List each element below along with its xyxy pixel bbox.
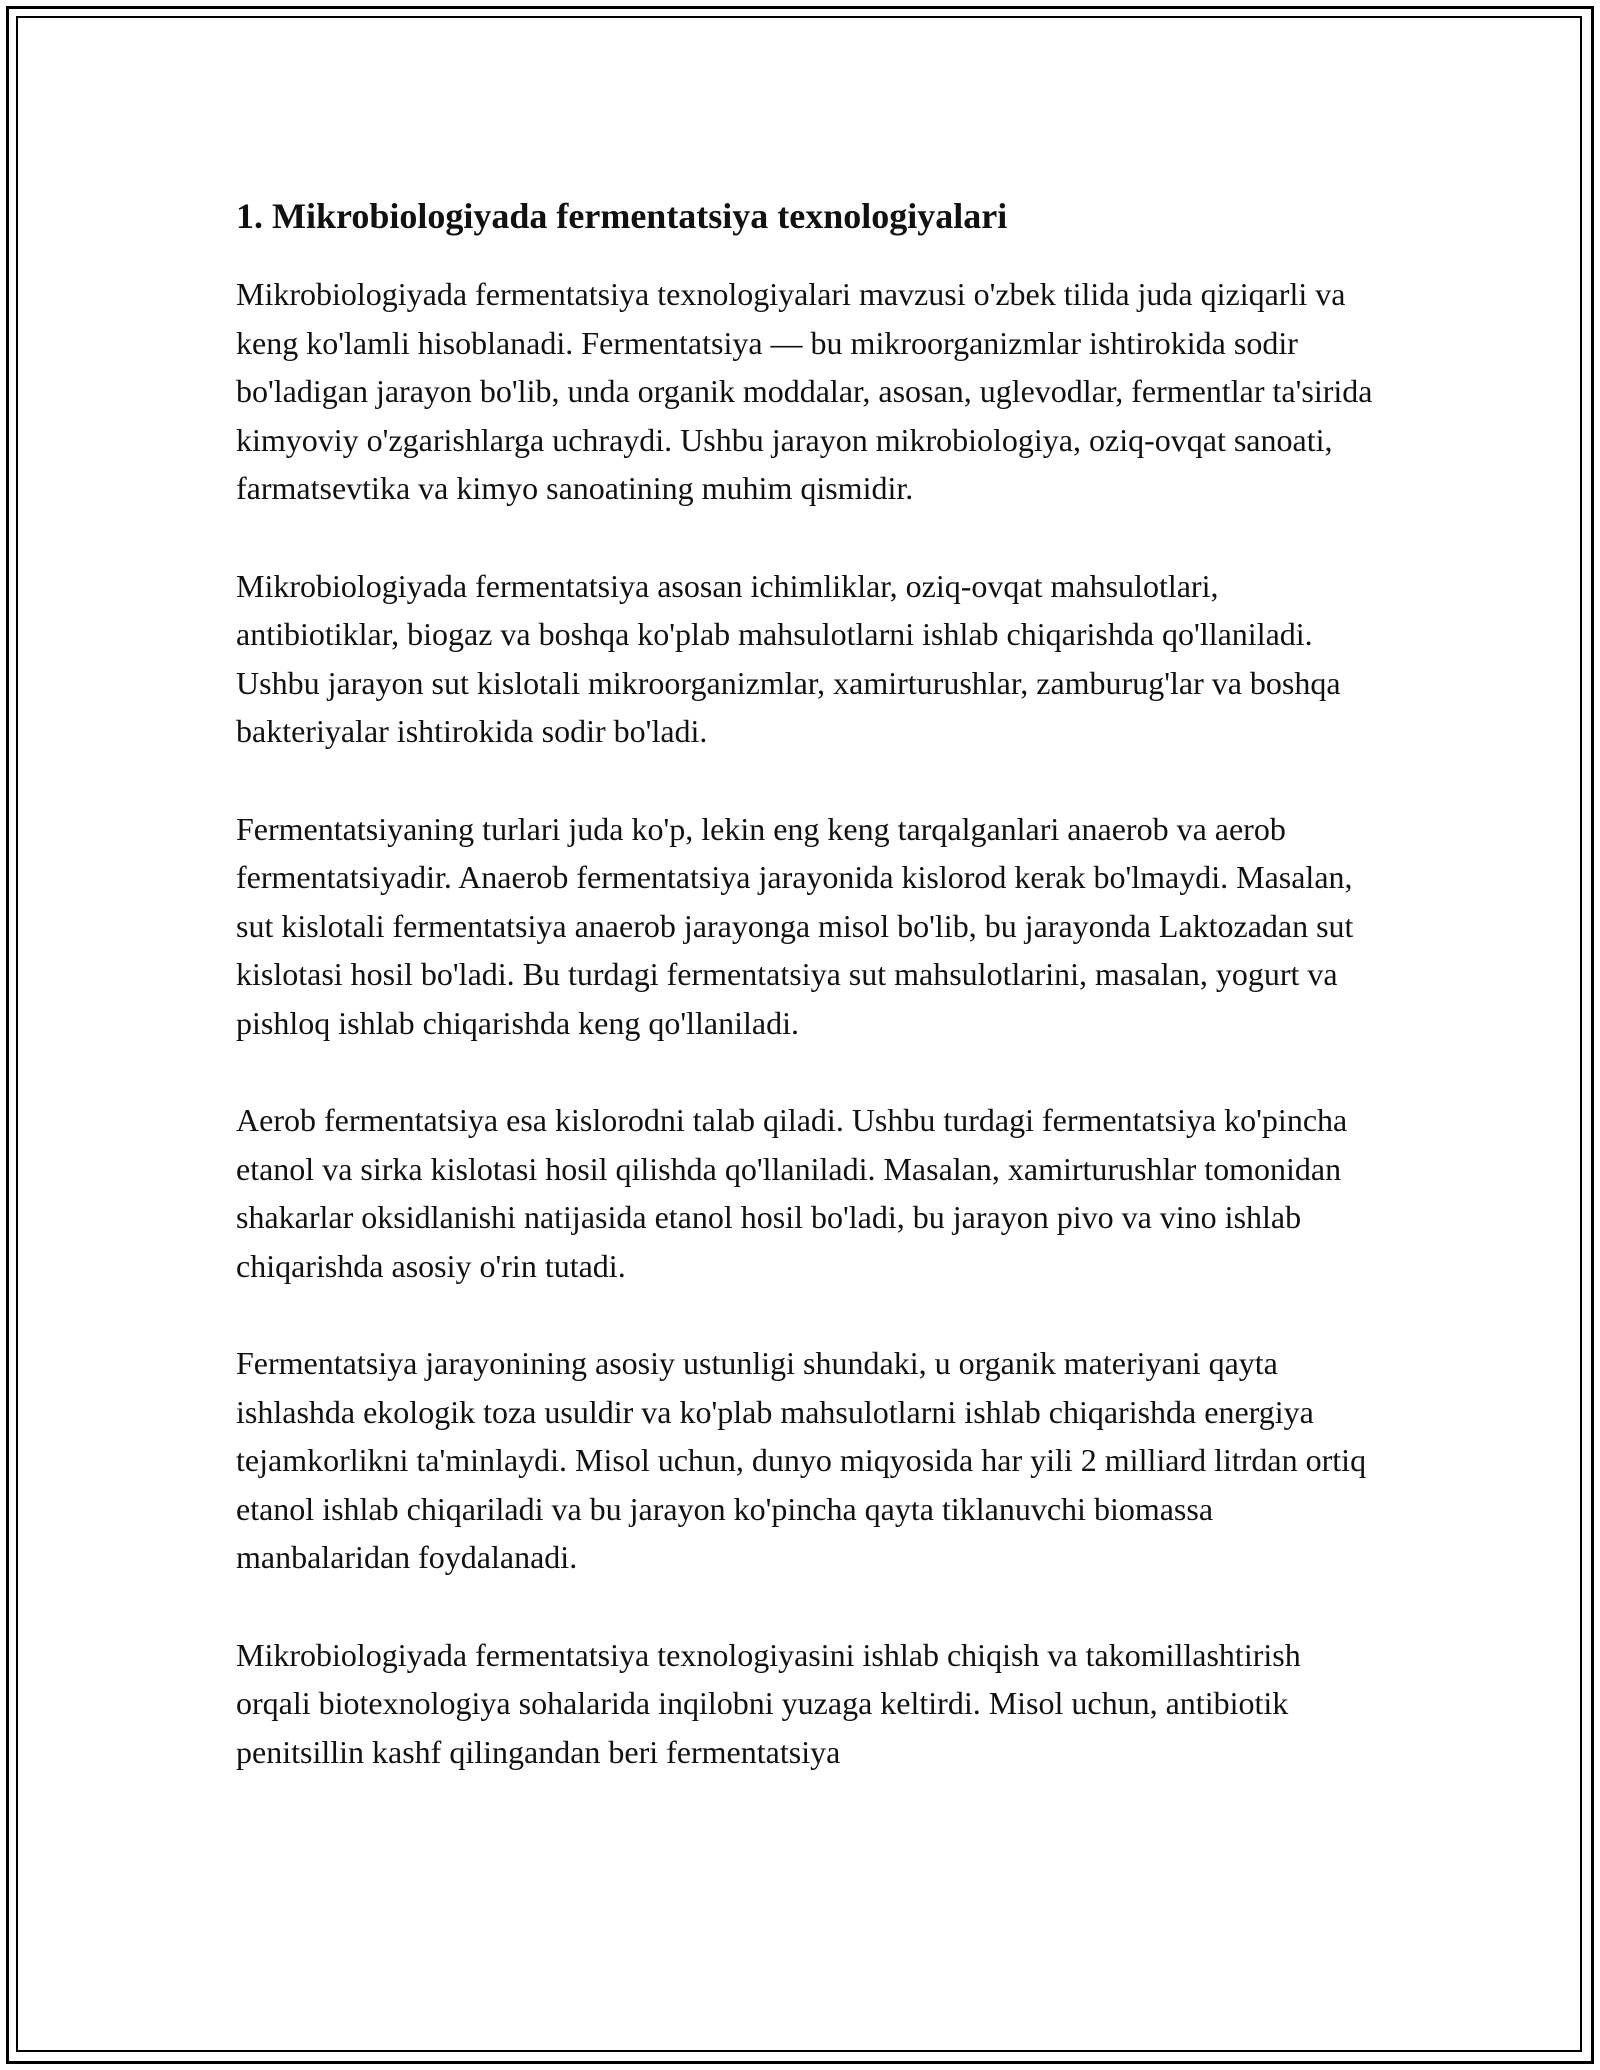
document-body: [236, 180, 1376, 1825]
paragraph-3: Fermentatsiyaning turlari juda ko'p, lekin eng keng tarqalganlari anaerob va aerob fermentatsiyadir. Anaerob fermentatsiya jarayonida kislorod kerak bo'lmaydi. Masalan, sut kislotali fermentatsiya anaerob jarayonga misol bo'lib, bu jarayonda Laktozadan sut kislotasi hosil bo'ladi. Bu turdagi fermentatsiya sut mahsulotlarini, masalan, yogurt va pishloq ishlab chiqarishda keng qo'llaniladi.: [236, 810, 1354, 1041]
paragraph-6: Mikrobiologiyada fermentatsiya texnologiyasini ishlab chiqish va takomillashtirish orqali biotexnologiya sohalarida inqilobni yuzaga keltirdi. Misol uchun, antibiotik penitsillin kashf qilingandan beri fermentatsiya: [236, 1636, 1301, 1770]
section-heading: 1. Mikrobiologiyada fermentatsiya texnologiyalari: [236, 196, 1008, 236]
paragraph-2: Mikrobiologiyada fermentatsiya asosan ichimliklar, oziq-ovqat mahsulotlari, antibiotiklar, biogaz va boshqa ko'plab mahsulotlarni ishlab chiqarishda qo'llaniladi. Ushbu jarayon sut kislotali mikroorganizmlar, xamirturushlar, zamburug'lar va boshqa bakteriyalar ishtirokida sodir bo'ladi.: [236, 567, 1341, 749]
paragraph-5: Fermentatsiya jarayonining asosiy ustunligi shundaki, u organik materiyani qayta ishlashda ekologik toza usuldir va ko'plab mahsulotlarni ishlab chiqarishda energiya tejamkorlikni ta'minlaydi. Misol uchun, dunyo miqyosida har yili 2 milliard litrdan ortiq etanol ishlab chiqariladi va bu jarayon ko'pincha qayta tiklanuvchi biomassa manbalaridan foydalanadi.: [236, 1345, 1367, 1575]
paragraph-1: Mikrobiologiyada fermentatsiya texnologiyalari mavzusi o'zbek tilida juda qiziqarli va keng ko'lamli hisoblanadi. Fermentatsiya — bu mikroorganizmlar ishtirokida sodir bo'ladigan jarayon bo'lib, unda organik moddalar, asosan, uglevodlar, fermentlar ta'sirida kimyoviy o'zgarishlarga uchraydi. Ushbu jarayon mikrobiologiya, oziq-ovqat sanoati, farmatsevtika va kimyo sanoatining muhim qismidir.: [236, 276, 1373, 506]
paragraph-4: Aerob fermentatsiya esa kislorodni talab qiladi. Ushbu turdagi fermentatsiya ko'pincha etanol va sirka kislotasi hosil qilishda qo'llaniladi. Masalan, xamirturushlar tomonidan shakarlar oksidlanishi natijasida etanol hosil bo'ladi, bu jarayon pivo va vino ishlab chiqarishda asosiy o'rin tutadi.: [236, 1102, 1348, 1284]
